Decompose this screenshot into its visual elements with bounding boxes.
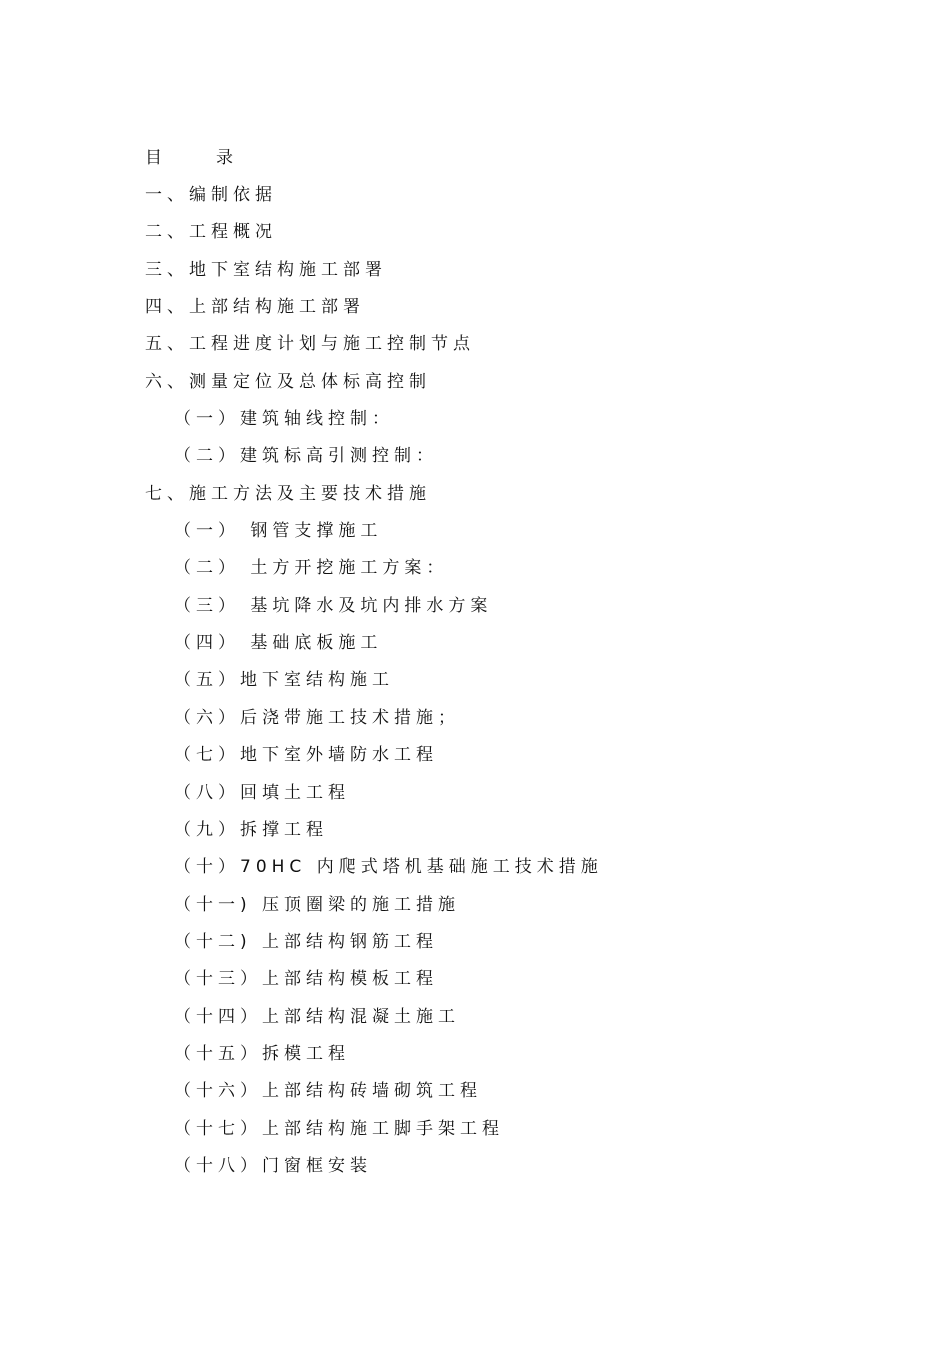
- toc-entry: 二、工程概况: [145, 222, 277, 243]
- toc-title: 目 录: [145, 148, 234, 168]
- toc-subentry: （十六）上部结构砖墙砌筑工程: [174, 1081, 482, 1102]
- toc-subentry: （二） 土方开挖施工方案：: [174, 558, 449, 579]
- toc-subentry: （十一) 压顶圈梁的施工措施: [174, 894, 461, 915]
- toc-subentry: （九）拆撑工程: [174, 819, 328, 840]
- toc-subentry: （十三）上部结构模板工程: [174, 969, 438, 990]
- toc-subentry: （三） 基坑降水及坑内排水方案: [174, 595, 493, 616]
- toc-subentry: （一）建筑轴线控制：: [174, 409, 394, 430]
- toc-subentry: （十）70HC 内爬式塔机基础施工技术措施: [174, 857, 603, 878]
- toc-subentry: （十二) 上部结构钢筋工程: [174, 931, 439, 952]
- toc-subentry: （二）建筑标高引测控制：: [174, 446, 438, 467]
- toc-subentry: （八）回填土工程: [174, 782, 350, 803]
- toc-subentry: （四） 基础底板施工: [174, 633, 383, 654]
- toc-subentry: （十七）上部结构施工脚手架工程: [174, 1118, 504, 1139]
- toc-subentry: （十八）门窗框安装: [174, 1155, 372, 1176]
- toc-subentry: （六）后浇带施工技术措施；: [174, 707, 460, 728]
- toc-entry: 七、施工方法及主要技术措施: [145, 483, 431, 504]
- toc-entry: 四、上部结构施工部署: [145, 297, 365, 318]
- toc-subentry: （五）地下室结构施工: [174, 670, 394, 691]
- toc-subentry: （七）地下室外墙防水工程: [174, 745, 438, 766]
- toc-subentry: （十四）上部结构混凝土施工: [174, 1006, 460, 1027]
- table-of-contents: [145, 181, 603, 1189]
- toc-subentry: （一） 钢管支撑施工: [174, 521, 383, 542]
- toc-entry: 一、编制依据: [145, 185, 277, 205]
- toc-entry: 六、测量定位及总体标高控制: [145, 371, 431, 392]
- toc-entry: 五、工程进度计划与施工控制节点: [145, 334, 475, 355]
- toc-entry: 三、地下室结构施工部署: [145, 259, 387, 280]
- toc-subentry: （十五）拆模工程: [174, 1043, 350, 1064]
